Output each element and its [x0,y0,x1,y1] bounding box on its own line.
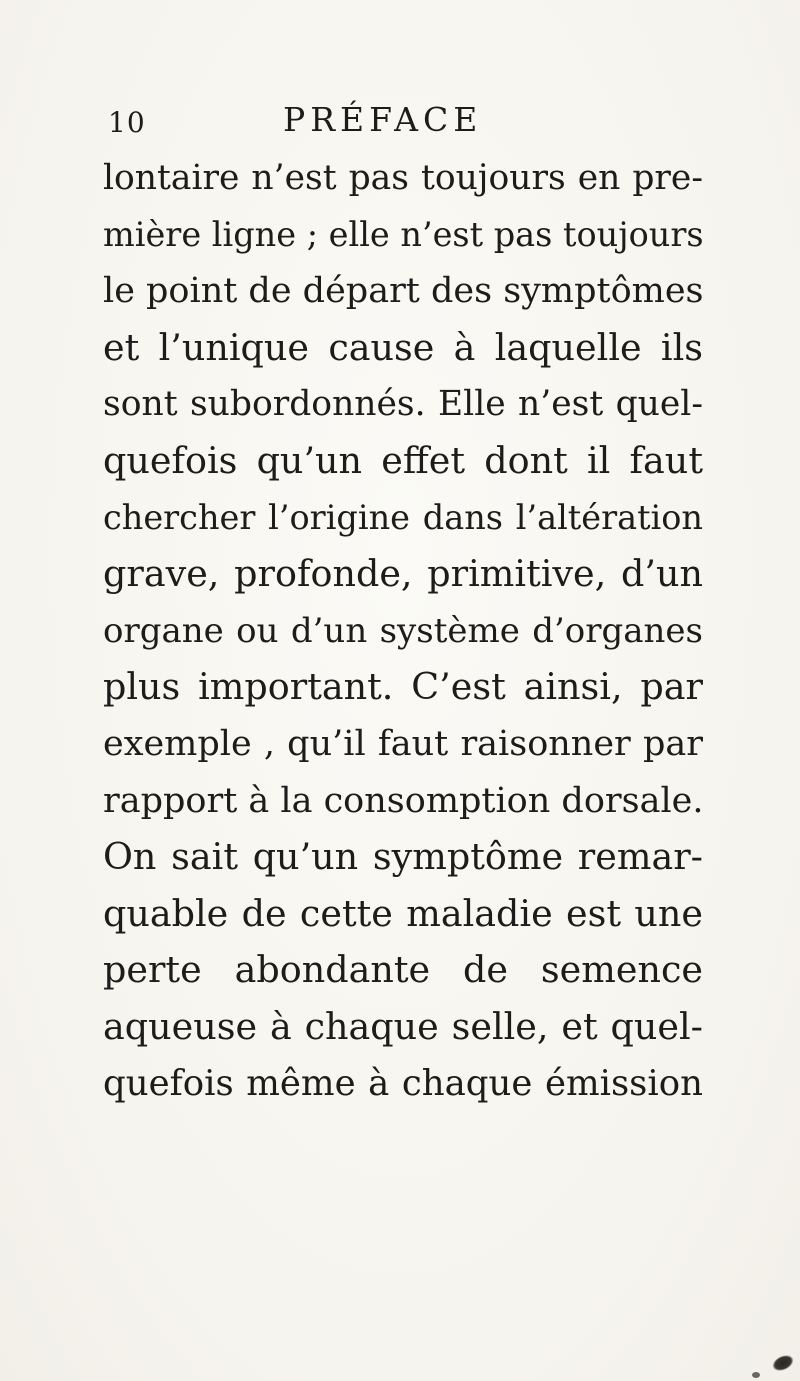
ink-blot [770,1352,796,1374]
text-line: le point de départ des symptômes [103,271,704,312]
text-line: perte abondante de semence [103,948,703,992]
page-header [0,100,800,150]
text-line: On sait qu’un symptôme remar- [103,835,703,879]
text-line: lontaire n’est pas toujours en pre- [103,158,703,198]
text-line: quefois même à chaque émission [103,1062,703,1104]
text-line: sont subordonnés. Elle n’est quel- [103,384,703,425]
text-line: aqueuse à chaque selle, et quel- [103,1004,703,1048]
text-line: quefois qu’un effet dont il faut [103,438,703,482]
ink-speck [752,1372,760,1378]
text-line: plus important. C’est ainsi, par [103,665,703,709]
text-line: chercher l’origine dans l’altération [103,497,703,537]
text-line: exemple , qu’il faut raisonner par [103,723,703,764]
text-line: et l’unique cause à laquelle ils [103,325,703,369]
text-line: organe ou d’un système d’organes [103,610,703,651]
text-line: mière ligne ; elle n’est pas toujours [103,214,704,254]
body-text [103,150,703,1112]
text-line: grave, profonde, primitive, d’un [103,552,703,596]
page-number: 10 [108,106,146,139]
text-line: quable de cette maladie est une [103,891,703,935]
text-line: rapport à la consomption dorsale. [103,780,704,821]
running-title: PRÉFACE [283,100,483,139]
